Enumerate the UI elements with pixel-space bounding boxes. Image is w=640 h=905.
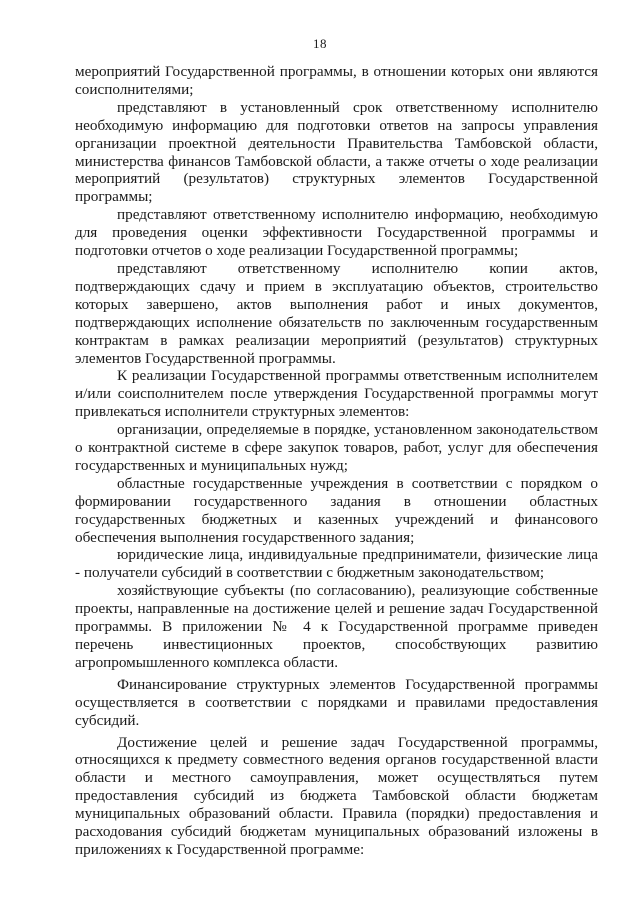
paragraph-achievement-of-goals: Достижение целей и решение задач Государственной программы, относящихся к предмету совместного ведения органов государственной власти области и местного самоуправления, может осуществляться путем предоставления субсидий из бюджета Тамбовской области бюджетам муниципальных образований области. Правила (порядки) предоставления и расходования субсидий бюджетам муниципальных образований изложены в приложениях к Государственной программе: (75, 733, 598, 858)
paragraph-financing: Финансирование структурных элементов Государственной программы осуществляется в соответствии с порядками и правилами предоставления субсидий. (75, 675, 598, 729)
paragraph-provide-information: представляют в установленный срок ответственному исполнителю необходимую информацию для подготовки ответов на запросы управления организации проектной деятельности Правительства Тамбовской области, министерства финансов Тамбовской области, а также отчеты о ходе реализации мероприятий (результатов) структурных элементов Государственной программы; (75, 98, 598, 206)
paragraph-organizations: организации, определяемые в порядке, установленном законодательством о контрактной системе в сфере закупок товаров, работ, услуг для обеспечения государственных и муниципальных нужд; (75, 421, 598, 474)
paragraph-provide-act-copies: представляют ответственному исполнителю копии актов, подтверждающих сдачу и прием в эксплуатацию объектов, строительство которых завершено, актов выполнения работ и иных документов, подтверждающих исполнение обязательств по заключенным государственным контрактам в рамках реализации мероприятий (результатов) структурных элементов Государственной программы. (75, 259, 598, 367)
document-body (75, 63, 598, 859)
paragraph-continuation: мероприятий Государственной программы, в отношении которых они являются соисполнителями; (75, 63, 598, 98)
paragraph-implementers-intro: К реализации Государственной программы ответственным исполнителем и/или соисполнителем после утверждения Государственной программы могут привлекаться исполнители структурных элементов: (75, 367, 598, 421)
paragraph-provide-evaluation-info: представляют ответственному исполнителю информацию, необходимую для проведения оценки эффективности Государственной программы и подготовки отчетов о ходе реализации Государственной программы; (75, 206, 598, 260)
page-number: 18 (313, 36, 327, 51)
paragraph-legal-entities: юридические лица, индивидуальные предприниматели, физические лица - получатели субсидий в соответствии с бюджетным законодательством; (75, 546, 598, 582)
paragraph-regional-institutions: областные государственные учреждения в соответствии с порядком о формировании государственного задания в отношении областных государственных бюджетных и казенных учреждений и финансового обеспечения выполнения государственного задания; (75, 474, 598, 546)
paragraph-economic-entities: хозяйствующие субъекты (по согласованию), реализующие собственные проекты, направленные на достижение целей и решение задач Государственной программы. В приложении № 4 к Государственной программе приведен перечень инвестиционных проектов, способствующих развитию агропромышленного комплекса области. (75, 582, 598, 671)
